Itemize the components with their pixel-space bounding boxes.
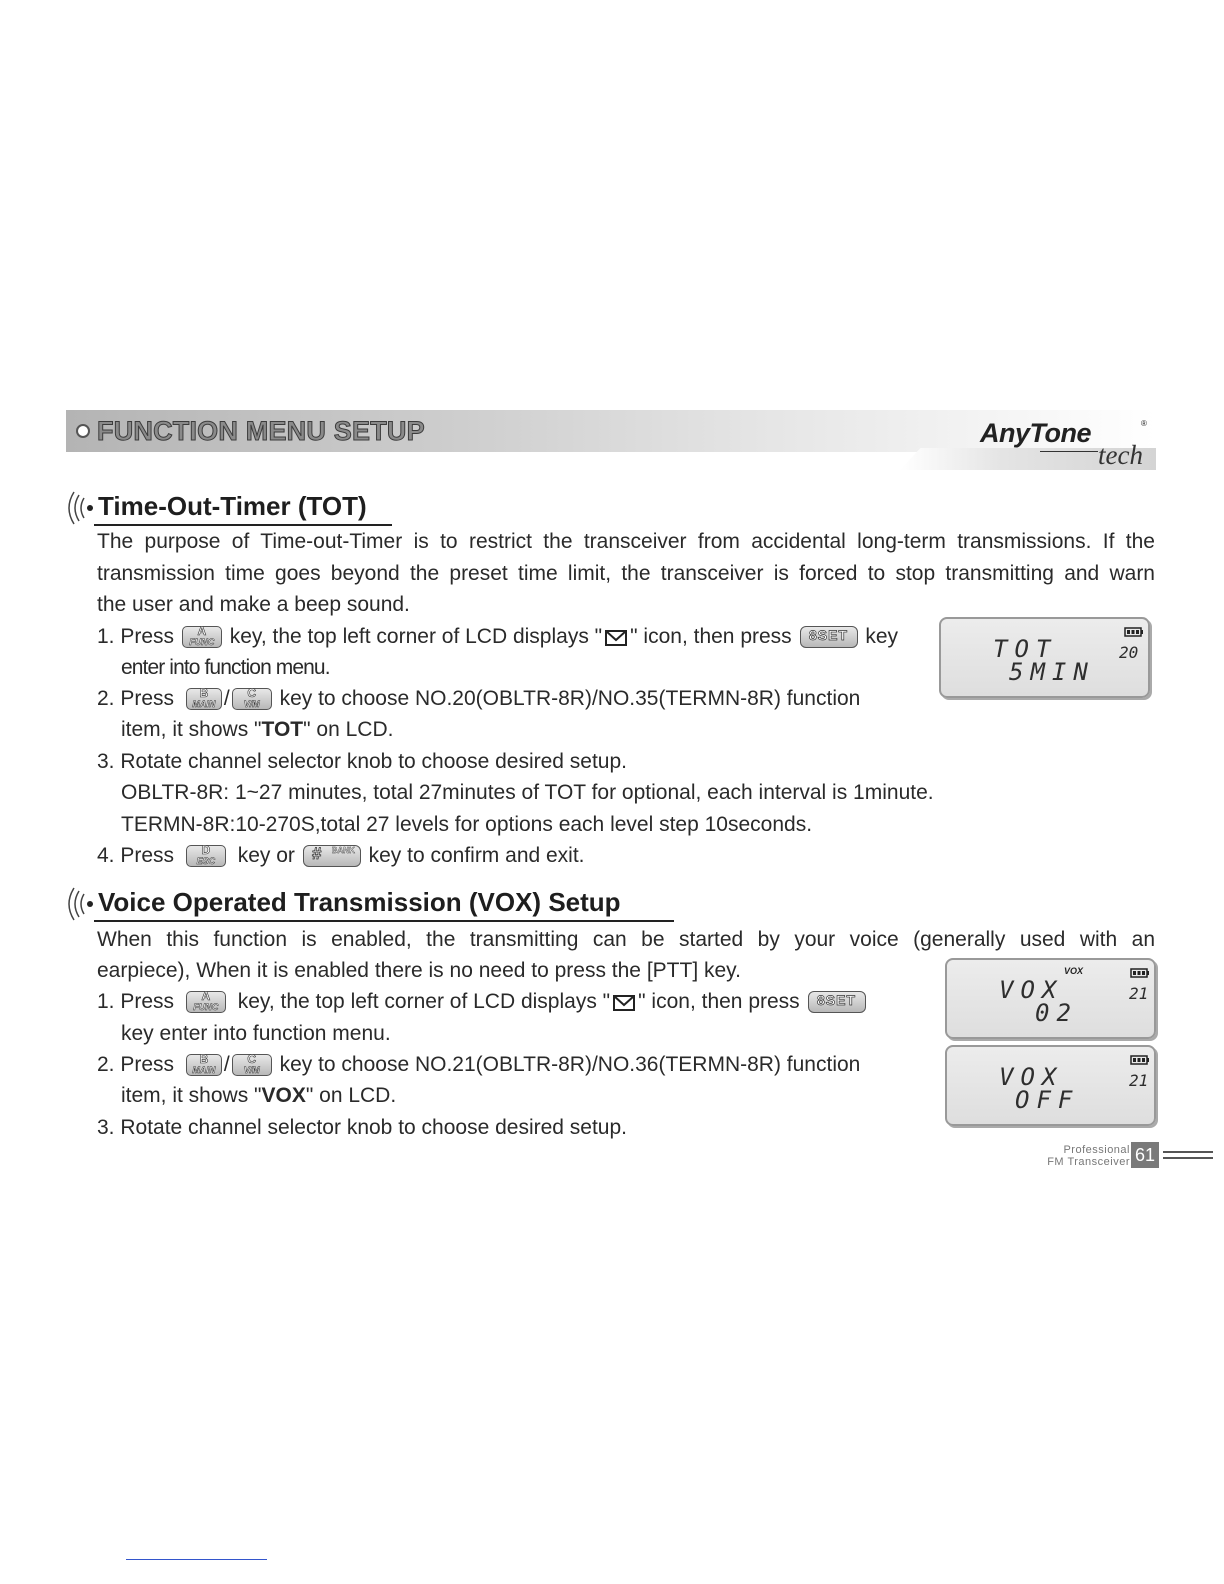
lcd-line-1: VOX <box>999 976 1064 1004</box>
vm-key-icon: C V/M <box>232 688 272 710</box>
set-key-icon: 8SET <box>808 991 866 1013</box>
section-underline <box>94 524 392 526</box>
envelope-icon <box>605 630 627 646</box>
lcd-line-2: 02 <box>1035 999 1078 1027</box>
tot-intro-line-2: transmission time goes beyond the preset time limit, the transceiver is forced to stop transmitting and warn <box>97 562 1155 585</box>
tot-step-2: 2. Press B MAIN / C V/M key to choose NO.20(OBLTR-8R)/NO.35(TERMN-8R) function <box>97 686 861 710</box>
tot-step-3-line-3: TERMN-8R:10-270S,total 27 levels for options each level step 10seconds. <box>121 813 813 836</box>
lcd-menu-number: 20 <box>1119 643 1139 662</box>
page-number: 61 <box>1131 1142 1159 1168</box>
link-underline[interactable] <box>126 1559 267 1560</box>
vm-key-icon: C V/M <box>232 1054 272 1076</box>
anytone-logo: AnyTone <box>980 418 1091 448</box>
lcd-display-vox-off <box>945 1045 1156 1126</box>
vox-step-2-line-2: item, it shows "VOX" on LCD. <box>121 1084 397 1107</box>
lcd-menu-number: 21 <box>1129 1071 1149 1090</box>
envelope-icon <box>613 995 635 1011</box>
tot-step-3: 3. Rotate channel selector knob to choose desired setup. <box>97 750 628 773</box>
tot-step-1-line-2: enter into function menu. <box>121 656 330 679</box>
tot-step-1: 1. Press A FUNC key, the top left corner of LCD displays " " icon, then press 8SET key <box>97 624 899 648</box>
vox-intro-line-2: earpiece), When it is enabled there is no need to press the [PTT] key. <box>97 959 741 982</box>
bank-key-icon: # BANK <box>303 845 361 867</box>
section-underline <box>94 920 674 922</box>
tot-step-2-line-2: item, it shows "TOT" on LCD. <box>121 718 394 741</box>
lcd-line-2: 5MIN <box>1009 658 1095 686</box>
main-key-icon: B MAIN <box>186 1054 222 1076</box>
lcd-line-2: OFF <box>1015 1086 1080 1114</box>
header-bullet-icon <box>76 424 90 438</box>
battery-icon <box>1124 627 1144 637</box>
func-key-icon: A FUNC <box>186 991 226 1013</box>
lcd-display-tot <box>939 617 1150 698</box>
vox-intro-line-1: When this function is enabled, the transmitting can be started by your voice (generally used with an <box>97 928 1155 951</box>
tot-intro-line-1: The purpose of Time-out-Timer is to restrict the transceiver from accidental long-term transmissions. If the <box>97 530 1155 553</box>
radio-wave-icon <box>62 884 96 924</box>
battery-icon <box>1130 968 1150 978</box>
tot-step-3-line-2: OBLTR-8R: 1~27 minutes, total 27minutes of TOT for optional, each interval is 1minute. <box>121 781 934 804</box>
logo-underline <box>1040 451 1098 452</box>
lcd-line-1: TOT <box>993 635 1058 663</box>
section-title-tot: Time-Out-Timer (TOT) <box>98 491 367 521</box>
logo-registered-mark: ® <box>1141 419 1147 428</box>
func-key-icon: A FUNC <box>182 626 222 648</box>
radio-wave-icon <box>62 488 96 528</box>
section-title-vox: Voice Operated Transmission (VOX) Setup <box>98 887 621 917</box>
set-key-icon: 8SET <box>800 626 858 648</box>
footer-professional: Professional <box>1063 1144 1130 1156</box>
vox-step-3: 3. Rotate channel selector knob to choose desired setup. <box>97 1116 628 1139</box>
vox-step-2: 2. Press B MAIN / C V/M key to choose NO.21(OBLTR-8R)/NO.36(TERMN-8R) function <box>97 1052 861 1076</box>
battery-icon <box>1130 1055 1150 1065</box>
vox-step-1-line-2: key enter into function menu. <box>121 1022 391 1045</box>
vox-step-1: 1. Press A FUNC key, the top left corner of LCD displays " " icon, then press 8SET <box>97 991 868 1013</box>
tot-intro-line-3: the user and make a beep sound. <box>97 593 410 616</box>
footer-rule <box>1163 1151 1213 1153</box>
esc-key-icon: D ESC <box>186 845 226 867</box>
lcd-vox-indicator: VOX <box>1064 966 1084 976</box>
tot-step-4: 4. Press D ESC key or # BANK key to confirm and exit. <box>97 843 585 867</box>
main-key-icon: B MAIN <box>186 688 222 710</box>
lcd-line-1: VOX <box>999 1063 1064 1091</box>
page-title: FUNCTION MENU SETUP <box>97 416 425 446</box>
lcd-display-vox-02 <box>945 958 1156 1039</box>
footer-fm-transceiver: FM Transceiver <box>1047 1156 1130 1168</box>
footer-rule <box>1163 1157 1213 1159</box>
lcd-menu-number: 21 <box>1129 984 1149 1003</box>
logo-tech: tech <box>1098 440 1143 470</box>
